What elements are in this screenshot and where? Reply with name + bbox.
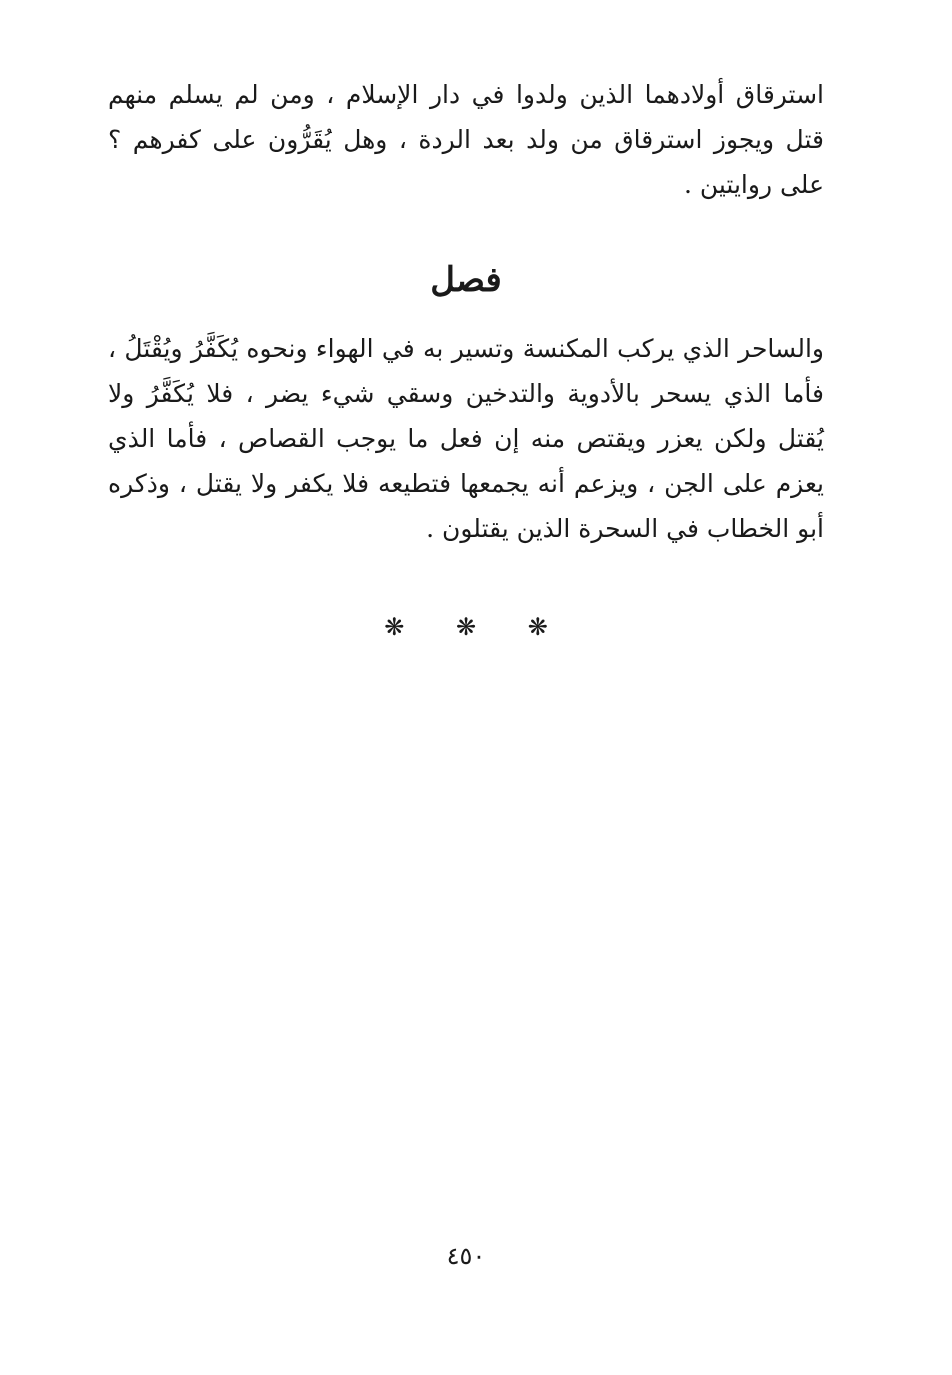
asterism-icon: ❋ <box>527 613 548 641</box>
paragraph-1: استرقاق أولادهما الذين ولدوا في دار الإسلام ، ومن لم يسلم منهم قتل ويجوز استرقاق من ولد بعد الردة ، وهل يُقَرُّون على كفرهم ؟ على روايتين . <box>108 80 824 199</box>
book-page <box>108 72 824 1332</box>
section-heading: فصل <box>430 260 502 300</box>
section-separator <box>108 612 824 642</box>
asterism-icon: ❋ <box>384 613 405 641</box>
asterism-icon: ❋ <box>455 613 477 641</box>
page-number: ٤٥٠ <box>446 1242 486 1270</box>
paragraph-2: والساحر الذي يركب المكنسة وتسير به في الهواء ونحوه يُكَفَّرُ ويُقْتَلُ ، فأما الذي يسحر بالأدوية والتدخين وسقي شيء يضر ، فلا يُكَفَّرُ ولا يُقتل ولكن يعزر ويقتص منه إن فعل ما يوجب القصاص ، فأما الذي يعزم على الجن ، ويزعم أنه يجمعها فتطيعه فلا يكفر ولا يقتل ، وذكره أبو الخطاب في السحرة الذين يقتلون . <box>108 334 824 543</box>
